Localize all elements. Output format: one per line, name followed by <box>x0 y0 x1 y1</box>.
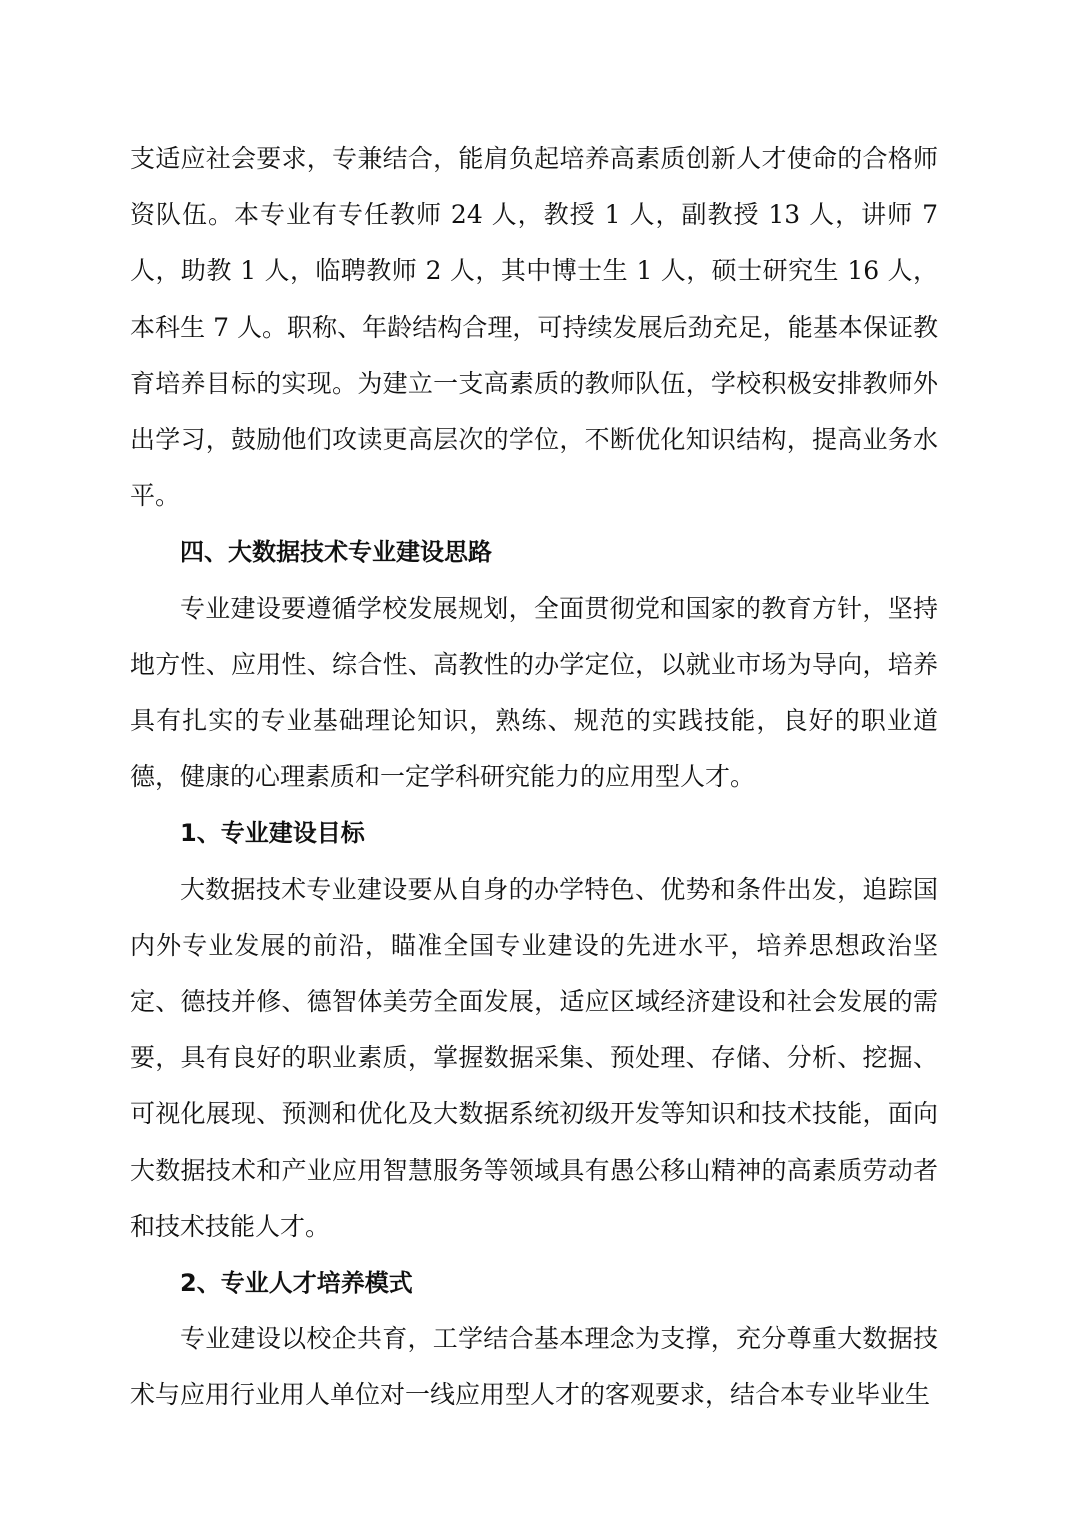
paragraph-construction-ideas: 专业建设要遵循学校发展规划，全面贯彻党和国家的教育方针，坚持地方性、应用性、综合性、高教性的办学定位，以就业市场为导向，培养具有扎实的专业基础理论知识，熟练、规范的实践技能，良好的职业道德，健康的心理素质和一定学科研究能力的应用型人才。 <box>130 593 938 792</box>
paragraph-faculty-continued: 支适应社会要求，专兼结合，能肩负起培养高素质创新人才使命的合格师资队伍。本专业有专任教师 24 人，教授 1 人，副教授 13 人，讲师 7 人，助教 1 人，临聘教师 2 人，其中博士生 1 人，硕士研究生 16 人，本科生 7 人。职称、年龄结构合理，可持续发展后劲充足，能基本保证教育培养目标的实现。为建立一支高素质的教师队伍，学校积极安排教师外出学习，鼓励他们攻读更高层次的学位，不断优化知识结构，提高业务水平。 <box>130 144 938 511</box>
document-body <box>130 131 938 1424</box>
subsection-heading-goals: 1、专业建设目标 <box>180 819 365 848</box>
section-heading-construction-ideas: 四、大数据技术专业建设思路 <box>180 538 492 567</box>
paragraph-goals: 大数据技术专业建设要从自身的办学特色、优势和条件出发，追踪国内外专业发展的前沿，瞄准全国专业建设的先进水平，培养思想政治坚定、德技并修、德智体美劳全面发展，适应区域经济建设和社会发展的需要，具有良好的职业素质，掌握数据采集、预处理、存储、分析、挖掘、可视化展现、预测和优化及大数据系统初级开发等知识和技术技能，面向大数据技术和产业应用智慧服务等领域具有愚公移山精神的高素质劳动者和技术技能人才。 <box>130 874 938 1241</box>
paragraph-training-model: 专业建设以校企共育，工学结合基本理念为支撑，充分尊重大数据技术与应用行业用人单位对一线应用型人才的客观要求，结合本专业毕业生 <box>130 1324 938 1410</box>
subsection-heading-training-model: 2、专业人才培养模式 <box>180 1269 413 1298</box>
